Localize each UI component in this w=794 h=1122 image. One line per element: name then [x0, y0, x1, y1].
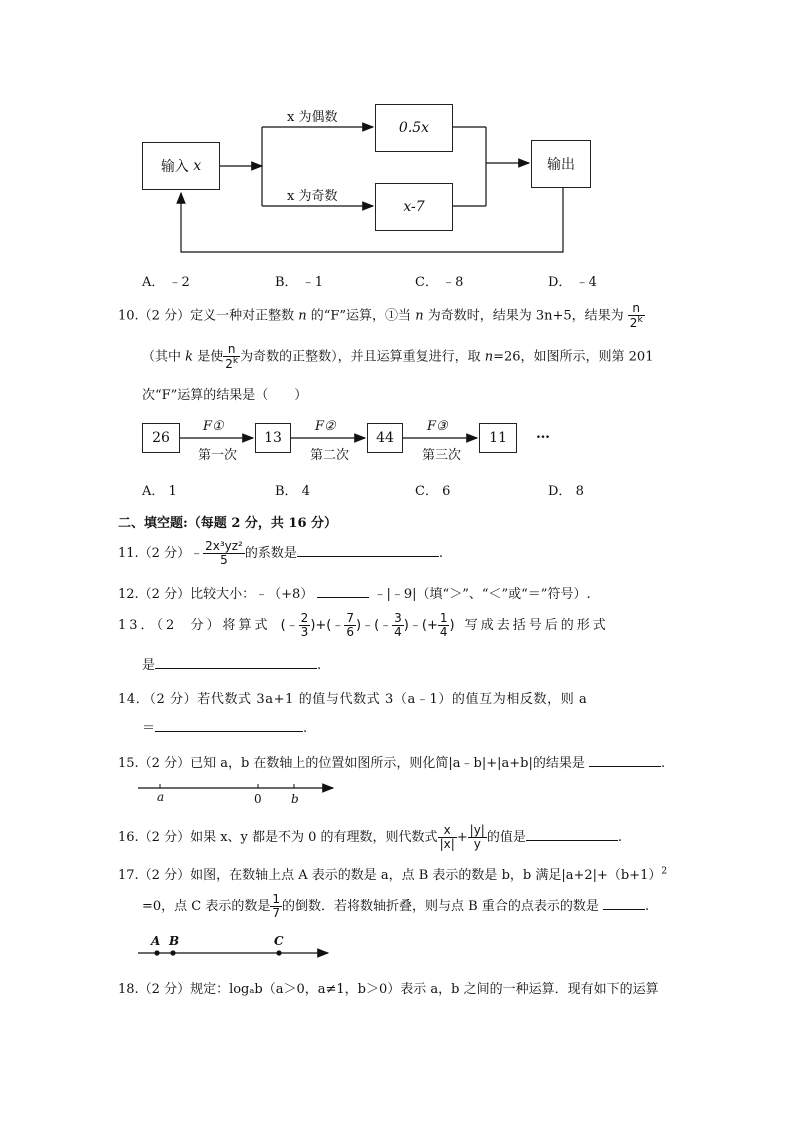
q17-frac: $\frac{1}{7}$	[272, 892, 281, 921]
q17-label-b: B	[169, 934, 180, 948]
section-2-title: 二、填空题:（每题 2 分，共 16 分）	[118, 516, 338, 531]
q11-frac: $\frac{\text{2x³yz²}}{5}$	[205, 539, 243, 568]
chain-arrow-top-3: F③	[427, 419, 448, 434]
q15-number-line	[138, 778, 348, 808]
q10-line2: （其中 k 是使 $\frac{n}{2^k}$ 为奇数的正整数），并且运算重复进行，取 n=26，如图所示，则第 201	[142, 342, 654, 372]
q9-option-b[interactable]: B． ﹣1	[275, 275, 323, 290]
q10-option-a[interactable]: A． 1	[142, 484, 177, 499]
chain-ellipsis: …	[536, 426, 550, 442]
question-12: 12.（2 分）比较大小：﹣（+8） ﹣|﹣9|（填“＞”、“＜”或“＝”符号）.	[118, 587, 591, 602]
q9-option-a[interactable]: A． ﹣2	[142, 275, 190, 290]
q10-frac-2: $\frac{n}{2^k}$	[225, 342, 239, 372]
q11-answer-blank[interactable]	[297, 556, 439, 557]
chain-arrow-top-2: F②	[315, 419, 336, 434]
q15-label-0: 0	[254, 792, 262, 806]
question-17: 17.（2 分）如图，在数轴上点 A 表示的数是 a，点 B 表示的数是 b，b 满足$|a+2|+(b+1)^2$	[118, 866, 668, 883]
q10-line1: 10.（2 分）定义一种对正整数 n 的“F”运算，①当 n 为奇数时，结果为 3n+5，结果为 $\frac{n}{2^k}$	[118, 301, 643, 331]
chain-arrows	[0, 400, 794, 460]
q16-answer-blank[interactable]	[526, 840, 618, 841]
q16-frac-2: $\frac{|y|}{y}$	[469, 823, 485, 852]
q15-label-a: a	[157, 790, 165, 804]
question-14-line2: ＝ .	[142, 721, 308, 736]
q12-answer-blank[interactable]	[317, 597, 369, 598]
q10-option-b[interactable]: B． 4	[275, 484, 310, 499]
question-13-line2: 是 .	[142, 658, 322, 673]
q10-frac-1: $\frac{n}{2^k}$	[629, 301, 643, 331]
q13-answer-blank[interactable]	[155, 668, 317, 669]
flowchart-connectors	[0, 0, 794, 300]
q17-answer-blank[interactable]	[603, 909, 645, 910]
question-11: 11.（2 分）﹣ $\frac{\text{2x³yz²}}{5}$ 的系数是 .	[118, 539, 443, 568]
q15-answer-blank[interactable]	[589, 766, 661, 767]
question-14: 14．（2 分）若代数式 3a+1 的值与代数式 3（a﹣1）的值互为相反数，则 a	[118, 692, 588, 707]
chain-box-13: 13	[255, 423, 291, 453]
q17-number-line	[138, 944, 338, 964]
q9-option-d[interactable]: D． ﹣4	[548, 275, 597, 290]
question-13: 13．（2 分）将算式 (﹣ $\frac{2}{3}$ )+(﹣ $\frac{7}{6}$ )﹣(﹣ $\frac{3}{4}$ )﹣(+ $\frac{1}{4}$ ) 写成去括号后的形式	[118, 611, 609, 640]
question-18: 18.（2 分）规定：logₐb（a＞0，a≠1，b＞0）表示 a，b 之间的一种运算．现有如下的运算	[118, 982, 659, 997]
question-17-line2: =0，点 C 表示的数是 $\frac{1}{7}$ 的倒数．若将数轴折叠，则与点 B 重合的点表示的数是 .	[142, 892, 650, 921]
odd-op: x-7	[403, 199, 425, 215]
question-16: 16.（2 分）如果 x、y 都是不为 0 的有理数，则代数式 $\frac{x}{|x|}$ + $\frac{|y|}{y}$ 的值是 .	[118, 823, 622, 852]
chain-arrow-bottom-3: 第三次	[422, 448, 462, 463]
q13-expression: (﹣ $\frac{2}{3}$ )+(﹣ $\frac{7}{6}$ )﹣(﹣ $\frac{3}{4}$ )﹣(+ $\frac{1}{4}$ )	[280, 611, 455, 640]
q17-label-a: A	[151, 934, 161, 948]
chain-arrow-top-1: F①	[203, 419, 224, 434]
even-label: x 为偶数	[287, 110, 338, 125]
q9-option-c[interactable]: C． ﹣8	[415, 275, 464, 290]
q14-answer-blank[interactable]	[155, 731, 303, 732]
even-op: 0.5x	[398, 120, 430, 136]
q10-option-c[interactable]: C． 6	[415, 484, 451, 499]
chain-box-44: 44	[367, 423, 403, 453]
input-label: 输入	[160, 159, 189, 175]
q10-option-d[interactable]: D． 8	[548, 484, 584, 499]
odd-label: x 为奇数	[287, 189, 338, 204]
question-15: 15.（2 分）已知 a，b 在数轴上的位置如图所示，则化简|a﹣b|+|a+b|的结果是 .	[118, 756, 666, 771]
q10-line3: 次“F”运算的结果是（ ）	[142, 388, 308, 403]
chain-arrow-bottom-1: 第一次	[198, 448, 238, 463]
q16-frac-1: $\frac{x}{|x|}$	[439, 823, 455, 852]
chain-box-11: 11	[479, 423, 517, 453]
input-var: x	[193, 158, 202, 174]
chain-box-26: 26	[142, 423, 180, 453]
q15-label-b: b	[291, 792, 299, 806]
q17-label-c: C	[274, 934, 284, 948]
output-label: 输出	[547, 157, 575, 173]
chain-arrow-bottom-2: 第二次	[310, 448, 350, 463]
